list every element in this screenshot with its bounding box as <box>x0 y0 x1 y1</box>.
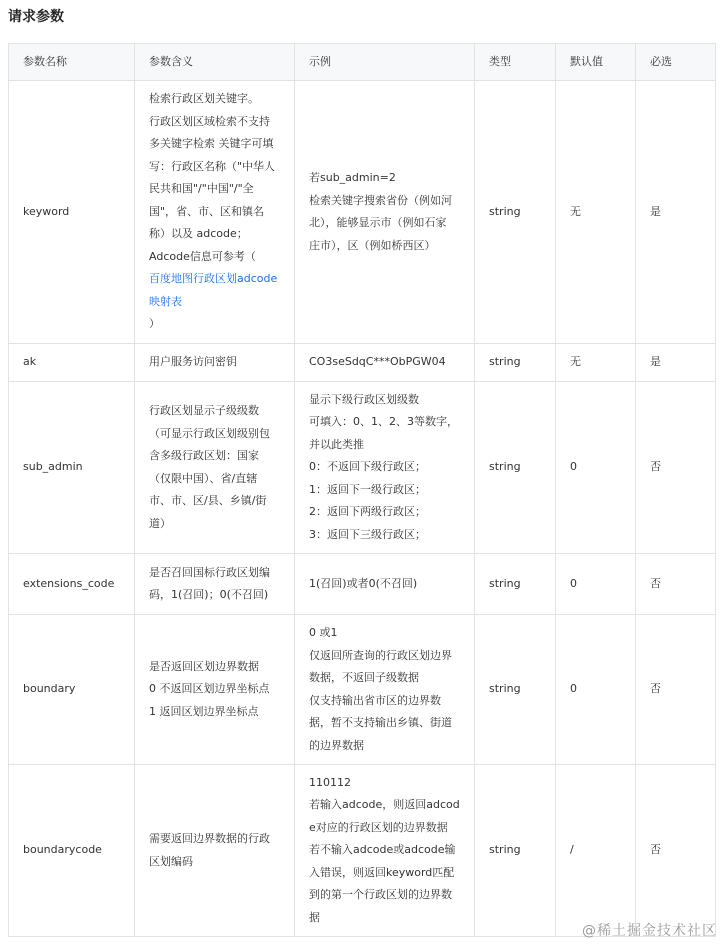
table-row <box>9 81 716 344</box>
adcode-map-link[interactable]: 映射表 <box>149 294 182 308</box>
adcode-map-link[interactable]: 百度地图行政区划adcode <box>149 272 278 286</box>
example-line: e对应的行政区划的边界数据 <box>309 820 448 834</box>
column-header-required: 必选 <box>636 44 716 81</box>
example-line: 的边界数据 <box>309 738 364 752</box>
meaning-line: 道） <box>149 516 171 530</box>
table-header-row <box>9 44 716 81</box>
example-line: 并以此类推 <box>309 437 364 451</box>
example-line: 仅返回所查询的行政区划边界 <box>309 648 452 662</box>
example-line: 若不输入adcode或adcode输 <box>309 843 456 857</box>
param-type: string <box>475 382 556 554</box>
page-title: 请求参数 <box>8 9 64 25</box>
meaning-line: 国"，省、市、区和镇名 <box>149 204 265 218</box>
table-row <box>9 344 716 382</box>
meaning-line: 称）以及 adcode； <box>149 227 248 241</box>
example-line: 110112 <box>309 775 351 789</box>
example-line: 仅支持输出省市区的边界数 <box>309 693 441 707</box>
param-type: string <box>475 81 556 344</box>
table-row <box>9 765 716 937</box>
meaning-line: Adcode信息可参考（ <box>149 249 256 263</box>
param-name: boundarycode <box>9 765 135 937</box>
param-required: 否 <box>636 615 716 765</box>
column-header-name: 参数名称 <box>9 44 135 81</box>
column-header-meaning: 参数含义 <box>135 44 295 81</box>
example-line: 据 <box>309 910 320 924</box>
meaning-line: 是否召回国标行政区划编 <box>149 565 270 579</box>
meaning-line: 检索行政区划关键字。 <box>149 92 259 106</box>
param-meaning <box>135 382 295 554</box>
param-required: 否 <box>636 554 716 615</box>
param-required: 否 <box>636 382 716 554</box>
params-table <box>8 43 716 937</box>
param-default: / <box>556 765 636 937</box>
meaning-line: 0 不返回区划边界坐标点 <box>149 682 270 696</box>
param-required: 是 <box>636 344 716 382</box>
param-default: 无 <box>556 344 636 382</box>
param-example <box>295 81 475 344</box>
example-line: 1：返回下一级行政区； <box>309 482 426 496</box>
example-line: 1(召回)或者0(不召回) <box>309 576 418 590</box>
column-header-default: 默认值 <box>556 44 636 81</box>
meaning-line: （可显示行政区划级别包 <box>149 426 270 440</box>
example-line: 到的第一个行政区划的边界数 <box>309 888 452 902</box>
example-line: 入错误，则返回keyword匹配 <box>309 865 455 879</box>
param-required: 是 <box>636 81 716 344</box>
example-line: 若sub_admin=2 <box>309 171 396 184</box>
param-default: 0 <box>556 382 636 554</box>
table-row <box>9 382 716 554</box>
example-line: 庄市），区（例如桥西区） <box>309 238 436 252</box>
example-line: 0：不返回下级行政区； <box>309 460 426 474</box>
param-meaning <box>135 765 295 937</box>
example-line: 若输入adcode，则返回adcod <box>309 798 460 812</box>
meaning-line: 用户服务访问密钥 <box>149 355 237 369</box>
param-example <box>295 382 475 554</box>
meaning-line: 行政区划显示子级级数 <box>149 404 259 417</box>
param-meaning <box>135 615 295 765</box>
column-header-type: 类型 <box>475 44 556 81</box>
param-required: 否 <box>636 765 716 937</box>
meaning-line: 1 返回区划边界坐标点 <box>149 704 259 718</box>
example-line: 可填入：0、1、2、3等数字， <box>309 415 458 429</box>
param-type: string <box>475 554 556 615</box>
param-meaning <box>135 81 295 344</box>
watermark: @稀土掘金技术社区 <box>582 923 717 939</box>
meaning-line: 行政区划区域检索不支持 <box>149 114 270 128</box>
meaning-line: 需要返回边界数据的行政 <box>149 832 270 845</box>
param-name: boundary <box>9 615 135 765</box>
param-name: ak <box>9 344 135 382</box>
meaning-line: 民共和国"/"中国"/"全 <box>149 182 254 196</box>
table-row <box>9 615 716 765</box>
example-line: 3：返回下三级行政区； <box>309 527 426 541</box>
param-meaning <box>135 344 295 382</box>
meaning-line: 写：行政区名称（"中华人 <box>149 159 276 173</box>
meaning-line: ） <box>149 317 160 331</box>
example-line: 显示下级行政区划级数 <box>309 392 419 406</box>
param-example <box>295 615 475 765</box>
meaning-line: 市、市、区/县、乡镇/街 <box>149 494 267 507</box>
param-name: sub_admin <box>9 382 135 554</box>
param-meaning <box>135 554 295 615</box>
meaning-line: 码，1(召回)；0(不召回) <box>149 588 269 601</box>
example-line: CO3seSdqC***ObPGW04 <box>309 355 446 369</box>
example-line: 2：返回下两级行政区； <box>309 505 426 519</box>
param-type: string <box>475 765 556 937</box>
meaning-line: 多关键字检索 关键字可填 <box>149 137 274 151</box>
param-type: string <box>475 344 556 382</box>
example-line: 据，暂不支持输出乡镇、街道 <box>309 716 452 729</box>
table-row <box>9 554 716 615</box>
param-name: keyword <box>9 81 135 344</box>
example-line: 0 或1 <box>309 626 338 639</box>
param-default: 0 <box>556 554 636 615</box>
example-line: 北），能够显示市（例如石家 <box>309 216 447 229</box>
meaning-line: 区划编码 <box>149 854 193 868</box>
meaning-line: 是否返回区划边界数据 <box>149 659 259 673</box>
param-example <box>295 344 475 382</box>
param-example <box>295 554 475 615</box>
column-header-example: 示例 <box>295 44 475 81</box>
param-default: 0 <box>556 615 636 765</box>
param-example <box>295 765 475 937</box>
param-type: string <box>475 615 556 765</box>
param-name: extensions_code <box>9 554 135 615</box>
example-line: 检索关键字搜索省份（例如河 <box>309 193 452 207</box>
param-default: 无 <box>556 81 636 344</box>
example-line: 数据，不返回子级数据 <box>309 671 419 684</box>
meaning-line: 含多级行政区划：国家 <box>149 449 259 462</box>
meaning-line: （仅限中国）、省/直辖 <box>149 471 258 485</box>
